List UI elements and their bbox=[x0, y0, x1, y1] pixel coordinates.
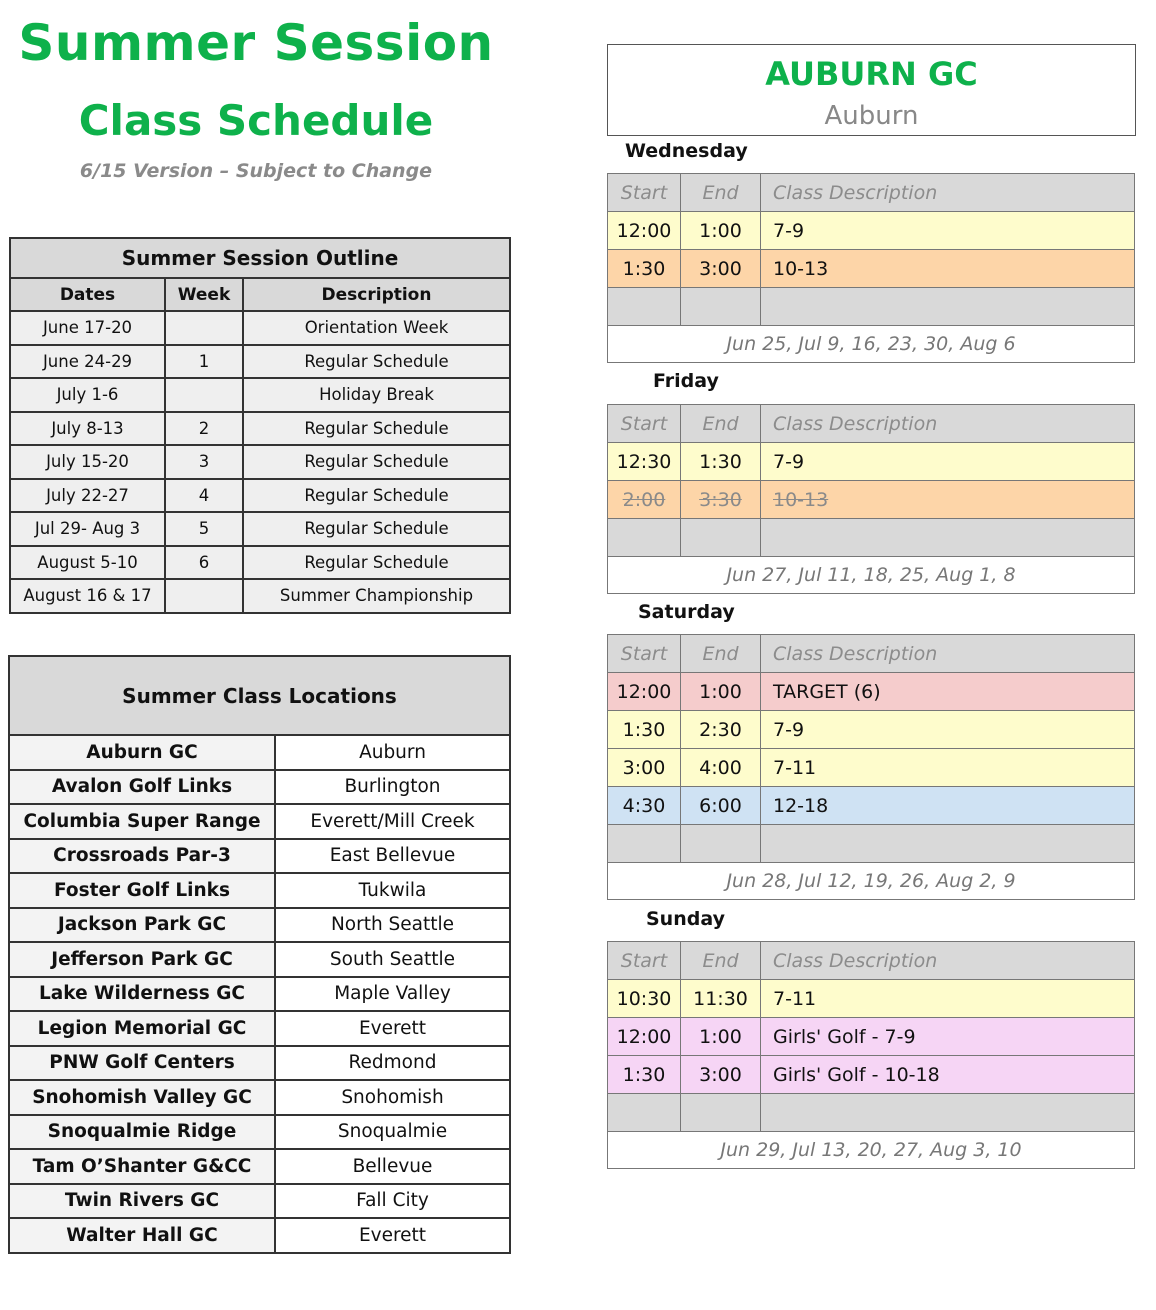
version-note: 6/15 Version – Subject to Change bbox=[79, 160, 433, 182]
session-outline-table bbox=[9, 237, 511, 614]
session-dates-row bbox=[608, 557, 1135, 594]
empty-row bbox=[608, 825, 1135, 863]
location-city: Redmond bbox=[275, 1046, 510, 1081]
outline-week: 1 bbox=[165, 345, 243, 379]
outline-row bbox=[10, 445, 510, 479]
outline-description: Summer Championship bbox=[243, 579, 510, 613]
location-row bbox=[9, 873, 510, 908]
class-row bbox=[608, 443, 1135, 481]
class-end: 1:00 bbox=[681, 1018, 761, 1056]
header-start: Start bbox=[608, 635, 681, 673]
class-end: 4:00 bbox=[681, 749, 761, 787]
site-header bbox=[607, 44, 1136, 136]
class-end: 1:00 bbox=[681, 673, 761, 711]
location-row bbox=[9, 1218, 510, 1253]
location-name: Jefferson Park GC bbox=[9, 942, 275, 977]
schedule-table-friday bbox=[607, 404, 1135, 594]
class-start: 12:00 bbox=[608, 1018, 681, 1056]
outline-row bbox=[10, 345, 510, 379]
class-end: 6:00 bbox=[681, 787, 761, 825]
header-class-description: Class Description bbox=[761, 174, 1135, 212]
outline-description: Holiday Break bbox=[243, 378, 510, 412]
header-end: End bbox=[681, 635, 761, 673]
class-description: 10-13 bbox=[761, 481, 1135, 519]
class-row bbox=[608, 481, 1135, 519]
outline-week: 6 bbox=[165, 546, 243, 580]
outline-description: Regular Schedule bbox=[243, 546, 510, 580]
outline-description: Regular Schedule bbox=[243, 412, 510, 446]
location-city: Everett bbox=[275, 1218, 510, 1253]
class-start: 4:30 bbox=[608, 787, 681, 825]
class-description: 7-9 bbox=[761, 711, 1135, 749]
location-row bbox=[9, 1080, 510, 1115]
empty-row bbox=[608, 1094, 1135, 1132]
schedule-header-row bbox=[608, 174, 1135, 212]
empty-row bbox=[608, 288, 1135, 326]
outline-row bbox=[10, 546, 510, 580]
schedule-table-saturday bbox=[607, 634, 1135, 900]
location-name: Tam O’Shanter G&CC bbox=[9, 1149, 275, 1184]
outline-dates: July 8-13 bbox=[10, 412, 165, 446]
schedule-header-row bbox=[608, 635, 1135, 673]
header-end: End bbox=[681, 174, 761, 212]
location-row bbox=[9, 1149, 510, 1184]
header-end: End bbox=[681, 942, 761, 980]
class-start: 1:30 bbox=[608, 711, 681, 749]
class-start: 1:30 bbox=[608, 1056, 681, 1094]
class-row bbox=[608, 749, 1135, 787]
outline-row bbox=[10, 579, 510, 613]
class-row bbox=[608, 980, 1135, 1018]
class-description: Girls' Golf - 7-9 bbox=[761, 1018, 1135, 1056]
outline-row bbox=[10, 512, 510, 546]
session-dates: Jun 27, Jul 11, 18, 25, Aug 1, 8 bbox=[608, 557, 1135, 594]
location-row bbox=[9, 908, 510, 943]
outline-dates: June 24-29 bbox=[10, 345, 165, 379]
location-row bbox=[9, 942, 510, 977]
empty-cell bbox=[608, 1094, 681, 1132]
class-description: 7-9 bbox=[761, 443, 1135, 481]
outline-week bbox=[165, 311, 243, 345]
outline-row bbox=[10, 311, 510, 345]
location-name: Walter Hall GC bbox=[9, 1218, 275, 1253]
site-city: Auburn bbox=[824, 101, 919, 131]
class-end: 3:00 bbox=[681, 250, 761, 288]
class-description: 7-11 bbox=[761, 749, 1135, 787]
site-name: AUBURN GC bbox=[765, 55, 978, 93]
class-end: 11:30 bbox=[681, 980, 761, 1018]
empty-cell bbox=[761, 519, 1135, 557]
class-row bbox=[608, 212, 1135, 250]
class-start: 12:00 bbox=[608, 673, 681, 711]
empty-cell bbox=[761, 288, 1135, 326]
location-city: East Bellevue bbox=[275, 839, 510, 874]
location-city: Snoqualmie bbox=[275, 1115, 510, 1150]
location-name: Foster Golf Links bbox=[9, 873, 275, 908]
class-end: 2:30 bbox=[681, 711, 761, 749]
location-name: Lake Wilderness GC bbox=[9, 977, 275, 1012]
schedule-table-sunday bbox=[607, 941, 1135, 1169]
location-name: Avalon Golf Links bbox=[9, 770, 275, 805]
outline-dates: July 22-27 bbox=[10, 479, 165, 513]
class-description: 7-9 bbox=[761, 212, 1135, 250]
outline-dates: June 17-20 bbox=[10, 311, 165, 345]
class-end: 3:30 bbox=[681, 481, 761, 519]
header-start: Start bbox=[608, 405, 681, 443]
empty-cell bbox=[681, 825, 761, 863]
day-label-friday: Friday bbox=[653, 370, 719, 392]
empty-cell bbox=[761, 1094, 1135, 1132]
outline-rows bbox=[10, 311, 510, 613]
outline-description: Regular Schedule bbox=[243, 445, 510, 479]
location-city: Everett bbox=[275, 1011, 510, 1046]
location-name: Snoqualmie Ridge bbox=[9, 1115, 275, 1150]
header-start: Start bbox=[608, 942, 681, 980]
outline-dates: August 5-10 bbox=[10, 546, 165, 580]
location-city: Auburn bbox=[275, 735, 510, 770]
outline-header-description: Description bbox=[243, 278, 510, 311]
location-name: Snohomish Valley GC bbox=[9, 1080, 275, 1115]
location-row bbox=[9, 977, 510, 1012]
outline-header-dates: Dates bbox=[10, 278, 165, 311]
location-name: Columbia Super Range bbox=[9, 804, 275, 839]
day-label-sunday: Sunday bbox=[646, 908, 725, 930]
empty-cell bbox=[608, 825, 681, 863]
class-row bbox=[608, 711, 1135, 749]
header-class-description: Class Description bbox=[761, 405, 1135, 443]
outline-description: Orientation Week bbox=[243, 311, 510, 345]
outline-description: Regular Schedule bbox=[243, 345, 510, 379]
class-end: 3:00 bbox=[681, 1056, 761, 1094]
outline-week: 3 bbox=[165, 445, 243, 479]
empty-cell bbox=[608, 519, 681, 557]
class-start: 2:00 bbox=[608, 481, 681, 519]
class-locations-table bbox=[8, 655, 511, 1254]
location-row bbox=[9, 735, 510, 770]
outline-description: Regular Schedule bbox=[243, 512, 510, 546]
location-city: Maple Valley bbox=[275, 977, 510, 1012]
class-description: TARGET (6) bbox=[761, 673, 1135, 711]
location-city: Tukwila bbox=[275, 873, 510, 908]
empty-cell bbox=[681, 1094, 761, 1132]
outline-row bbox=[10, 412, 510, 446]
header-end: End bbox=[681, 405, 761, 443]
class-row bbox=[608, 1018, 1135, 1056]
location-row bbox=[9, 839, 510, 874]
class-start: 3:00 bbox=[608, 749, 681, 787]
outline-dates: July 1-6 bbox=[10, 378, 165, 412]
location-row bbox=[9, 804, 510, 839]
class-start: 10:30 bbox=[608, 980, 681, 1018]
location-name: Auburn GC bbox=[9, 735, 275, 770]
class-row bbox=[608, 787, 1135, 825]
schedule-header-row bbox=[608, 405, 1135, 443]
location-city: Snohomish bbox=[275, 1080, 510, 1115]
class-start: 1:30 bbox=[608, 250, 681, 288]
locations-rows bbox=[9, 735, 510, 1253]
header-start: Start bbox=[608, 174, 681, 212]
empty-cell bbox=[681, 288, 761, 326]
session-dates: Jun 25, Jul 9, 16, 23, 30, Aug 6 bbox=[608, 326, 1135, 363]
location-city: South Seattle bbox=[275, 942, 510, 977]
outline-week bbox=[165, 378, 243, 412]
location-row bbox=[9, 1184, 510, 1219]
outline-dates: Jul 29- Aug 3 bbox=[10, 512, 165, 546]
location-name: PNW Golf Centers bbox=[9, 1046, 275, 1081]
schedule-header-row bbox=[608, 942, 1135, 980]
class-end: 1:00 bbox=[681, 212, 761, 250]
location-city: Fall City bbox=[275, 1184, 510, 1219]
outline-dates: August 16 & 17 bbox=[10, 579, 165, 613]
class-description: 10-13 bbox=[761, 250, 1135, 288]
location-city: Everett/Mill Creek bbox=[275, 804, 510, 839]
empty-cell bbox=[681, 519, 761, 557]
locations-caption: Summer Class Locations bbox=[9, 656, 510, 735]
outline-row bbox=[10, 479, 510, 513]
location-city: Burlington bbox=[275, 770, 510, 805]
location-city: North Seattle bbox=[275, 908, 510, 943]
header-class-description: Class Description bbox=[761, 635, 1135, 673]
outline-week: 5 bbox=[165, 512, 243, 546]
empty-cell bbox=[608, 288, 681, 326]
class-description: Girls' Golf - 10-18 bbox=[761, 1056, 1135, 1094]
location-name: Jackson Park GC bbox=[9, 908, 275, 943]
outline-description: Regular Schedule bbox=[243, 479, 510, 513]
outline-week: 2 bbox=[165, 412, 243, 446]
session-dates: Jun 29, Jul 13, 20, 27, Aug 3, 10 bbox=[608, 1132, 1135, 1169]
class-row bbox=[608, 250, 1135, 288]
page-title: Summer Session bbox=[18, 14, 494, 72]
schedule-table-wednesday bbox=[607, 173, 1135, 363]
location-name: Crossroads Par-3 bbox=[9, 839, 275, 874]
outline-row bbox=[10, 378, 510, 412]
location-name: Twin Rivers GC bbox=[9, 1184, 275, 1219]
outline-week: 4 bbox=[165, 479, 243, 513]
session-dates-row bbox=[608, 1132, 1135, 1169]
header-class-description: Class Description bbox=[761, 942, 1135, 980]
location-row bbox=[9, 770, 510, 805]
session-dates-row bbox=[608, 863, 1135, 900]
outline-header-week: Week bbox=[165, 278, 243, 311]
class-description: 12-18 bbox=[761, 787, 1135, 825]
location-row bbox=[9, 1011, 510, 1046]
location-name: Legion Memorial GC bbox=[9, 1011, 275, 1046]
location-row bbox=[9, 1115, 510, 1150]
empty-row bbox=[608, 519, 1135, 557]
day-label-saturday: Saturday bbox=[638, 601, 735, 623]
location-row bbox=[9, 1046, 510, 1081]
session-dates: Jun 28, Jul 12, 19, 26, Aug 2, 9 bbox=[608, 863, 1135, 900]
day-label-wednesday: Wednesday bbox=[625, 140, 748, 162]
class-start: 12:30 bbox=[608, 443, 681, 481]
class-end: 1:30 bbox=[681, 443, 761, 481]
class-row bbox=[608, 673, 1135, 711]
outline-caption: Summer Session Outline bbox=[10, 238, 510, 278]
location-city: Bellevue bbox=[275, 1149, 510, 1184]
class-description: 7-11 bbox=[761, 980, 1135, 1018]
class-start: 12:00 bbox=[608, 212, 681, 250]
outline-dates: July 15-20 bbox=[10, 445, 165, 479]
session-dates-row bbox=[608, 326, 1135, 363]
outline-week bbox=[165, 579, 243, 613]
empty-cell bbox=[761, 825, 1135, 863]
page-subtitle: Class Schedule bbox=[78, 96, 434, 145]
class-row bbox=[608, 1056, 1135, 1094]
